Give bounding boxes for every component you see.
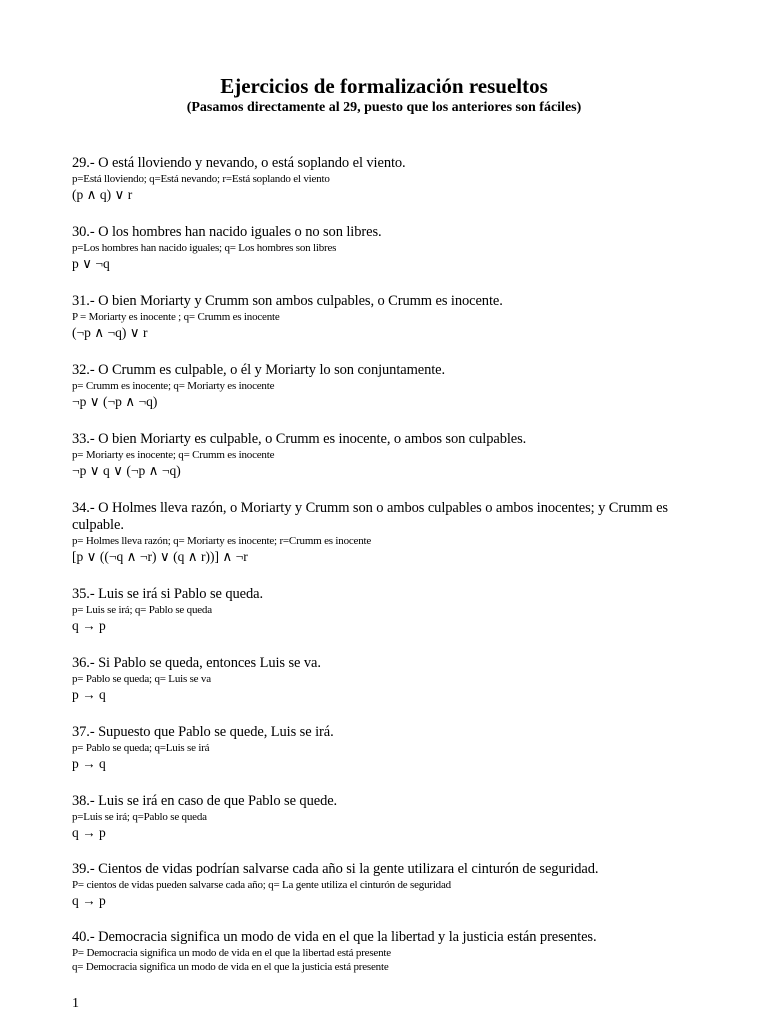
exercise-legend: p=Está lloviendo; q=Está nevando; r=Está soplando el viento	[72, 173, 330, 185]
exercise-statement: 34.- O Holmes lleva razón, o Moriarty y Crumm son o ambos culpables o ambos inocentes; y Crumm es culpable.	[72, 500, 668, 533]
document-title: Ejercicios de formalización resueltos	[220, 74, 548, 98]
exercise-legend: q= Democracia significa un modo de vida en el que la justicia está presente	[72, 961, 389, 973]
exercise-statement: 39.- Cientos de vidas podrían salvarse cada año si la gente utilizara el cinturón de seguridad.	[72, 861, 599, 877]
exercise-formula: (p ∧ q) ∨ r	[72, 187, 133, 202]
exercise-formula: p → q	[72, 756, 106, 771]
exercise-legend: p= Holmes lleva razón; q= Moriarty es inocente; r=Crumm es inocente	[72, 535, 372, 547]
exercise-item	[72, 861, 672, 910]
exercise-list	[72, 135, 672, 974]
exercise-legend: p= Moriarty es inocente; q= Crumm es inocente	[72, 449, 275, 461]
exercise-legend: p= Pablo se queda; q=Luis se irá	[72, 742, 210, 754]
exercise-formula: [p ∨ ((¬q ∧ ¬r) ∨ (q ∧ r))] ∧ ¬r	[72, 549, 248, 564]
exercise-formula: p ∨ ¬q	[72, 256, 110, 271]
exercise-statement: 37.- Supuesto que Pablo se quede, Luis se irá.	[72, 724, 334, 740]
exercise-statement: 36.- Si Pablo se queda, entonces Luis se va.	[72, 655, 321, 671]
exercise-item	[72, 224, 672, 273]
exercise-item	[72, 500, 672, 566]
exercise-legend: p= Luis se irá; q= Pablo se queda	[72, 604, 212, 616]
exercise-formula: p → q	[72, 687, 106, 702]
exercise-statement: 33.- O bien Moriarty es culpable, o Crumm es inocente, o ambos son culpables.	[72, 431, 527, 447]
exercise-formula: (¬p ∧ ¬q) ∨ r	[72, 325, 148, 340]
exercise-formula: q → p	[72, 893, 106, 908]
page-number: 1	[72, 996, 79, 1011]
exercise-formula: ¬p ∨ (¬p ∧ ¬q)	[72, 394, 158, 409]
exercise-statement: 40.- Democracia significa un modo de vida en el que la libertad y la justicia están presentes.	[72, 929, 597, 945]
exercise-item	[72, 929, 672, 974]
exercise-item	[72, 362, 672, 411]
document-subtitle: (Pasamos directamente al 29, puesto que los anteriores son fáciles)	[186, 100, 582, 115]
exercise-legend: p=Luis se irá; q=Pablo se queda	[72, 811, 207, 823]
exercise-statement: 31.- O bien Moriarty y Crumm son ambos culpables, o Crumm es inocente.	[72, 293, 503, 309]
exercise-formula: ¬p ∨ q ∨ (¬p ∧ ¬q)	[72, 463, 181, 478]
exercise-item	[72, 155, 672, 204]
exercise-formula: q → p	[72, 825, 106, 840]
exercise-legend: P = Moriarty es inocente ; q= Crumm es inocente	[72, 311, 280, 323]
exercise-item	[72, 724, 672, 773]
exercise-item	[72, 793, 672, 842]
exercise-formula: q → p	[72, 618, 106, 633]
exercise-item	[72, 586, 672, 635]
exercise-legend: p= Pablo se queda; q= Luis se va	[72, 673, 211, 685]
exercise-legend: p= Crumm es inocente; q= Moriarty es inocente	[72, 380, 275, 392]
exercise-statement: 30.- O los hombres han nacido iguales o no son libres.	[72, 224, 382, 240]
exercise-statement: 38.- Luis se irá en caso de que Pablo se quede.	[72, 793, 338, 809]
exercise-legend: P= Democracia significa un modo de vida en el que la libertad está presente	[72, 947, 391, 959]
exercise-item	[72, 431, 672, 480]
exercise-statement: 29.- O está lloviendo y nevando, o está soplando el viento.	[72, 155, 406, 171]
exercise-statement: 32.- O Crumm es culpable, o él y Moriarty lo son conjuntamente.	[72, 362, 446, 378]
exercise-statement: 35.- Luis se irá si Pablo se queda.	[72, 586, 264, 602]
exercise-item	[72, 655, 672, 704]
exercise-legend: p=Los hombres han nacido iguales; q= Los hombres son libres	[72, 242, 337, 254]
exercise-item	[72, 293, 672, 342]
exercise-legend: P= cientos de vidas pueden salvarse cada año; q= La gente utiliza el cinturón de seguridad	[72, 879, 451, 891]
